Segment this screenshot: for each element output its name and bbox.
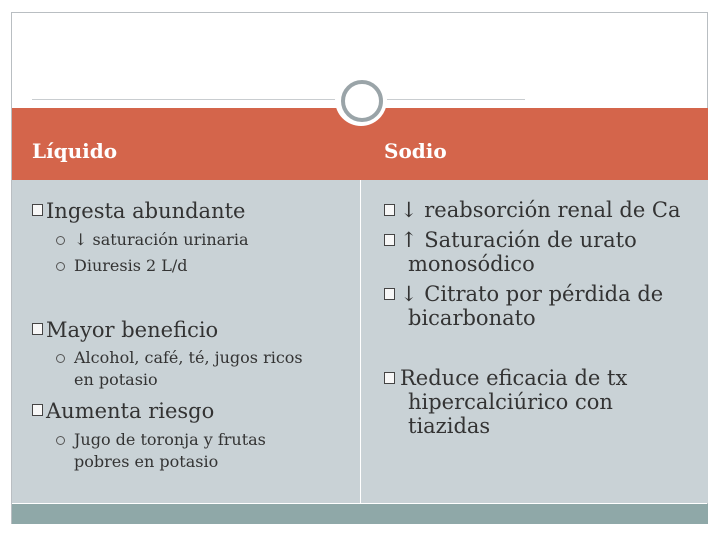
square-bullet-icon: [32, 404, 43, 416]
square-bullet-icon: [384, 204, 395, 216]
list-item: ↓ saturación urinaria: [74, 230, 249, 249]
header-rule: [32, 99, 525, 100]
square-bullet-icon: [32, 323, 43, 335]
circle-bullet-icon: [56, 262, 65, 271]
list-item: ↑ Saturación de urato: [400, 228, 637, 252]
list-item: ↓ reabsorción renal de Ca: [400, 198, 681, 222]
list-item-continuation: tiazidas: [408, 414, 491, 438]
list-item: Diuresis 2 L/d: [74, 256, 188, 275]
circle-bullet-icon: [56, 354, 65, 363]
list-item: Aumenta riesgo: [46, 399, 215, 423]
list-item: ↓ Citrato por pérdida de: [400, 282, 664, 306]
list-item-continuation: monosódico: [408, 252, 535, 276]
circle-bullet-icon: [56, 436, 65, 445]
circle-ornament-icon: [341, 80, 383, 122]
footer-bar: [12, 504, 708, 524]
square-bullet-icon: [384, 234, 395, 246]
list-item: Alcohol, café, té, jugos ricos: [74, 348, 303, 367]
list-item-continuation: en potasio: [74, 370, 158, 389]
column-divider: [360, 180, 361, 503]
list-item-continuation: hipercalciúrico con: [408, 390, 613, 414]
list-item: Jugo de toronja y frutas: [74, 430, 266, 449]
square-bullet-icon: [384, 372, 395, 384]
list-item-continuation: pobres en potasio: [74, 452, 219, 471]
list-item: Reduce eficacia de tx: [400, 366, 628, 390]
square-bullet-icon: [32, 204, 43, 216]
square-bullet-icon: [384, 288, 395, 300]
column-title-liquido: Líquido: [32, 139, 118, 163]
list-item-continuation: bicarbonato: [408, 306, 536, 330]
column-title-sodio: Sodio: [384, 139, 447, 163]
list-item: Mayor beneficio: [46, 318, 219, 342]
circle-bullet-icon: [56, 236, 65, 245]
list-item: Ingesta abundante: [46, 199, 246, 223]
